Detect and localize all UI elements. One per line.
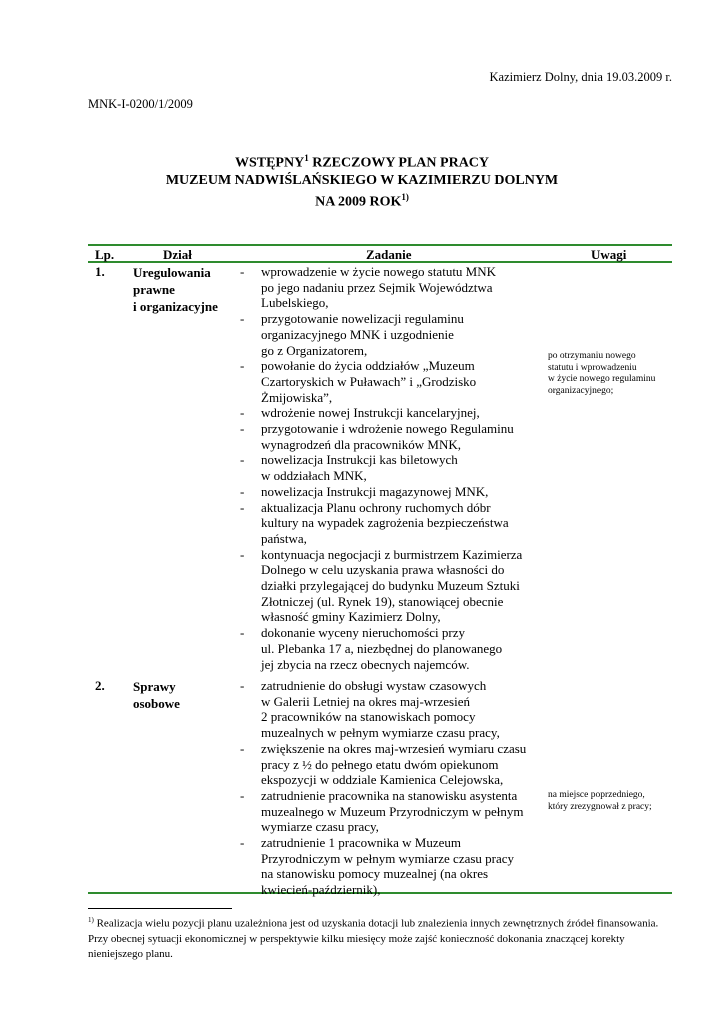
task-text: wdrożenie nowej Instrukcji kancelaryjnej, <box>261 405 480 421</box>
task-text: wprowadzenie w życie nowego statutu MNK po jego nadaniu przez Sejmik Województwa Lubelskiego, <box>261 264 497 311</box>
title-line-3: NA 2009 ROK$^{1)}$ <box>315 191 409 210</box>
task-item <box>240 264 540 311</box>
task-item <box>240 452 540 483</box>
bullet-dash: - <box>240 740 245 756</box>
task-item <box>240 421 540 452</box>
task-text: przygotowanie nowelizacji regulaminu organizacyjnego MNK i uzgodnienie go z Organizatorem, <box>261 311 464 358</box>
title-line-2: MUZEUM NADWIŚLAŃSKIEGO W KAZIMIERZU DOLNYM <box>165 172 559 188</box>
row-number: 2. <box>95 678 105 693</box>
task-item <box>240 484 540 500</box>
task-text: powołanie do życia oddziałów „Muzeum Czartoryskich w Puławach” i „Grodzisko Żmijowiska”, <box>261 358 477 405</box>
bullet-dash: - <box>240 405 245 421</box>
task-text: zatrudnienie 1 pracownika w Muzeum Przyrodniczym w pełnym wymiarze czasu pracy na stanowisku pomocy muzealnej (na okres kwiecień-październik), <box>261 835 515 898</box>
task-text: kontynuacja negocjacji z burmistrzem Kazimierza Dolnego w celu uzyskania prawa własności do działki przylegającej do budynku Muzeum Sztuki Złotniczej (ul. Rynek 19), stanowiącej obecnie własność gminy Kazimierz Dolny, <box>261 546 523 625</box>
row-section: Sprawy osobowe <box>133 679 180 711</box>
task-item <box>240 500 540 547</box>
row-number: 1. <box>95 264 105 279</box>
bullet-dash: - <box>240 499 245 515</box>
task-item <box>240 311 540 358</box>
document-title <box>0 150 724 210</box>
bullet-dash: - <box>240 787 245 803</box>
footnote: $^{1)}$ Realizacja wielu pozycji planu uzależniona jest od uzyskania dotacji lub znalezienia innych zewnętrznych źródeł finansowania. Przy obecnej sytuacji ekonomicznej w perspektywie kilku miesięcy może zajść konieczność dokonania znaczącej korekty nieniejszego planu. <box>88 916 659 960</box>
bullet-dash: - <box>240 678 245 693</box>
task-text: zatrudnienie do obsługi wystaw czasowych w Galerii Letniej na okres maj-wrzesień 2 pracowników na stanowiskach pomocy muzealnych w pełnym wymiarze czasu pracy, <box>261 678 500 741</box>
task-item <box>240 678 540 741</box>
place-date: Kazimierz Dolny, dnia 19.03.2009 r. <box>489 70 672 84</box>
title-line-1: WSTĘPNY$^1$ RZECZOWY PLAN PRACY <box>234 153 490 171</box>
task-text: przygotowanie i wdrożenie nowego Regulaminu wynagrodzeń dla pracowników MNK, <box>261 421 514 452</box>
task-item <box>240 741 540 788</box>
bullet-dash: - <box>240 452 245 468</box>
task-item <box>240 835 540 898</box>
task-item <box>240 788 540 835</box>
bullet-dash: - <box>240 311 245 327</box>
header-dzial: Dział <box>163 247 192 262</box>
task-item <box>240 405 540 421</box>
row-remarks: po otrzymaniu nowego statutu i wprowadzeniu w życie nowego regulaminu organizacyjnego; <box>548 351 656 396</box>
header-uwagi: Uwagi <box>591 247 627 262</box>
bullet-dash: - <box>240 546 245 562</box>
bullet-dash: - <box>240 421 245 436</box>
task-text: zwiększenie na okres maj-wrzesień wymiaru czasu pracy z ½ do pełnego etatu dwóm opiekunom ekspozycji w oddziale Kamienica Celejowska, <box>261 740 527 788</box>
bullet-dash: - <box>240 835 245 850</box>
task-text: aktualizacja Planu ochrony ruchomych dóbr kultury na wypadek zagrożenia bezpieczeństwa państwa, <box>261 499 509 546</box>
table-top-rule <box>88 244 672 246</box>
task-item <box>240 547 540 626</box>
task-text: nowelizacja Instrukcji magazynowej MNK, <box>261 483 489 499</box>
task-text: zatrudnienie pracownika na stanowisku asystenta muzealnego w Muzeum Przyrodniczym w pełnym wymiarze czasu pracy, <box>261 787 524 835</box>
task-item <box>240 358 540 405</box>
bullet-dash: - <box>240 483 245 499</box>
bullet-dash: - <box>240 625 245 641</box>
bullet-dash: - <box>240 358 245 374</box>
document-reference: MNK-I-0200/1/2009 <box>88 97 193 111</box>
header-lp: Lp. <box>95 247 115 262</box>
row-section: Uregulowania prawne i organizacyjne <box>133 265 218 314</box>
task-text: dokonanie wyceny nieruchomości przy ul. Plebanka 17 a, niezbędnej do planowanego jej zbycia na rzecz obecnych najemców. <box>261 625 503 672</box>
task-item <box>240 625 540 672</box>
footnote-separator <box>88 908 232 909</box>
task-text: nowelizacja Instrukcji kas biletowych w oddziałach MNK, <box>261 452 458 484</box>
header-zadanie: Zadanie <box>366 247 412 262</box>
row-remarks: na miejsce poprzedniego, który zrezygnował z pracy; <box>548 790 652 812</box>
bullet-dash: - <box>240 264 245 279</box>
